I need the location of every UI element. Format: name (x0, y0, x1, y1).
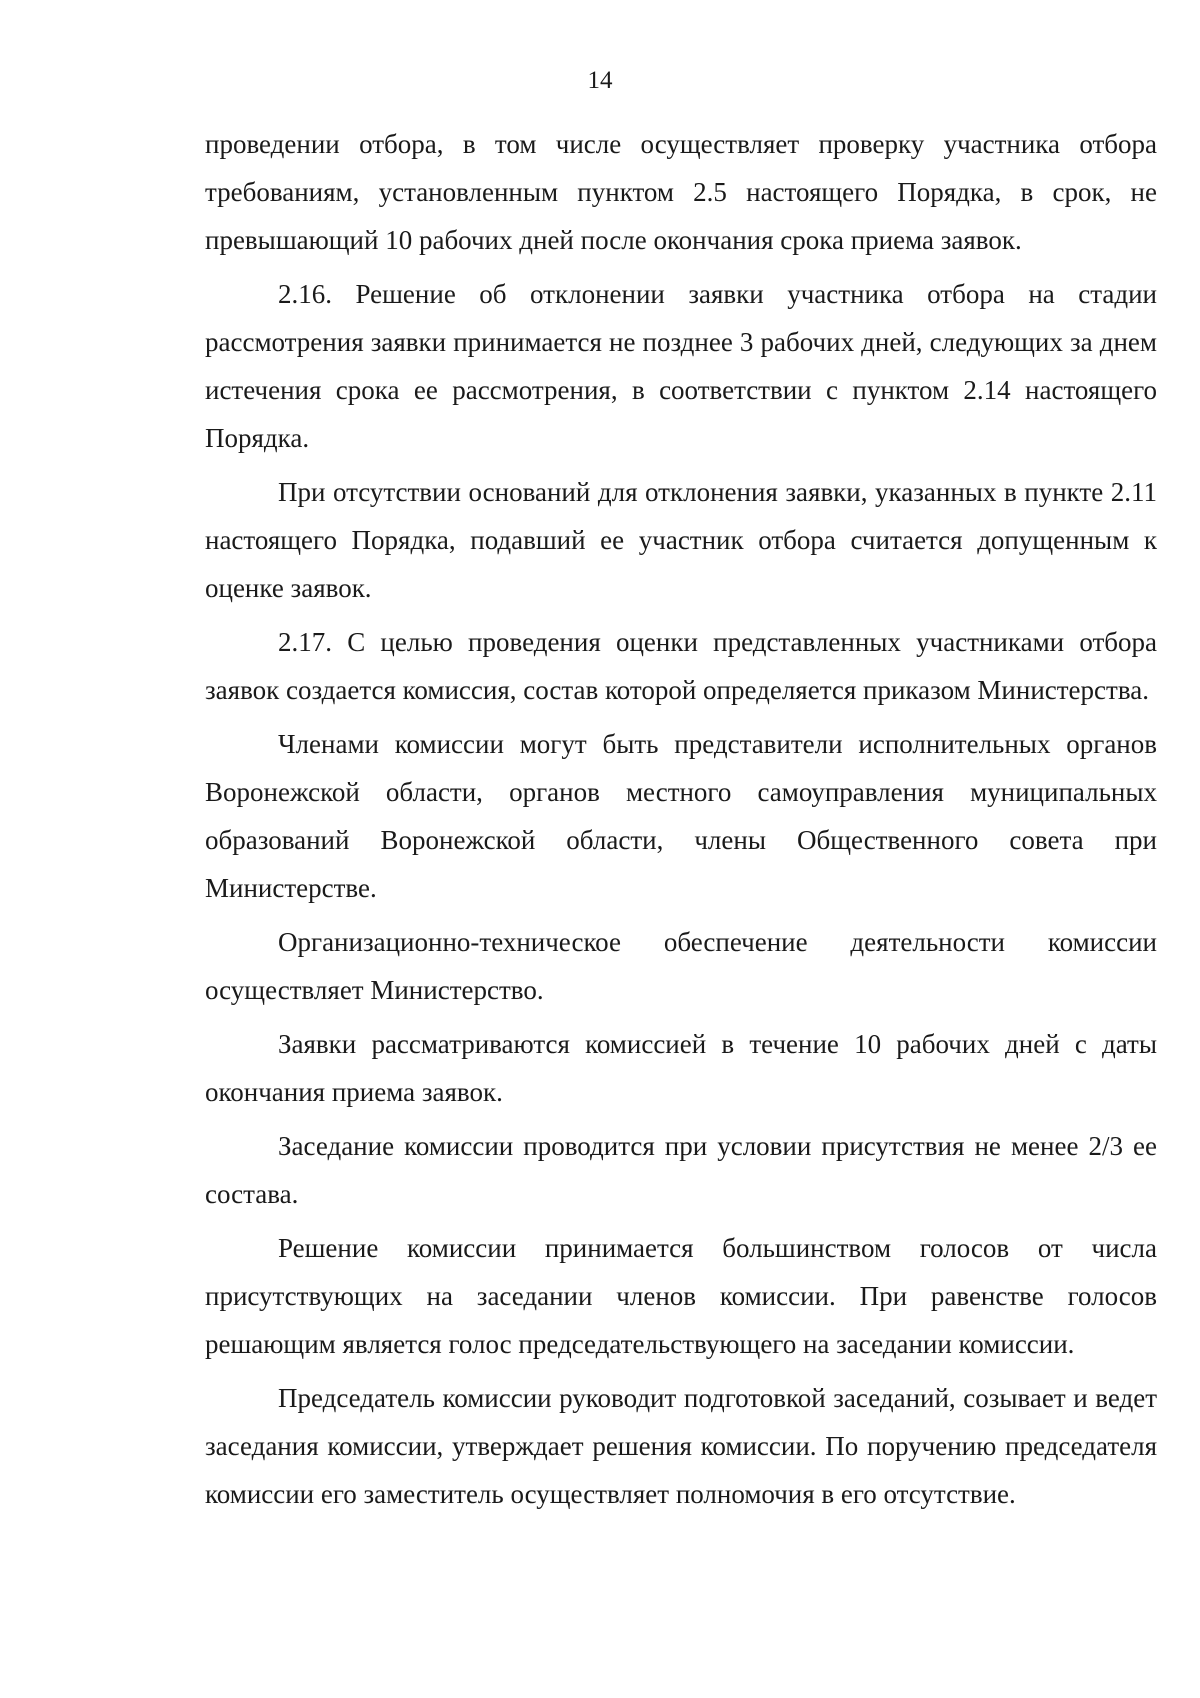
paragraph-commission-members: Членами комиссии могут быть представители исполнительных органов Воронежской области, органов местного самоуправления муниципальных образований Воронежской области, члены Общественного совета при Министерстве. (205, 729, 1157, 903)
paragraph-2-17: 2.17. С целью проведения оценки представленных участниками отбора заявок создается комиссия, состав которой определяется приказом Министерства. (205, 627, 1157, 705)
document-body (205, 120, 1157, 1524)
page-number: 14 (587, 67, 613, 94)
paragraph-organizational-support: Организационно-техническое обеспечение деятельности комиссии осуществляет Министерство. (205, 927, 1157, 1005)
paragraph-review-period: Заявки рассматриваются комиссией в течение 10 рабочих дней с даты окончания приема заявок. (205, 1029, 1157, 1107)
paragraph-no-grounds-for-rejection: При отсутствии оснований для отклонения заявки, указанных в пункте 2.11 настоящего Порядка, подавший ее участник отбора считается допущенным к оценке заявок. (205, 477, 1157, 603)
paragraph-quorum: Заседание комиссии проводится при условии присутствия не менее 2/3 ее состава. (205, 1131, 1157, 1209)
paragraph-2-16: 2.16. Решение об отклонении заявки участника отбора на стадии рассмотрения заявки принимается не позднее 3 рабочих дней, следующих за днем истечения срока ее рассмотрения, в соответствии с пунктом 2.14 настоящего Порядка. (205, 279, 1157, 453)
paragraph-continuation: проведении отбора, в том числе осуществляет проверку участника отбора требованиям, установленным пунктом 2.5 настоящего Порядка, в срок, не превышающий 10 рабочих дней после окончания срока приема заявок. (205, 129, 1157, 255)
paragraph-voting: Решение комиссии принимается большинством голосов от числа присутствующих на заседании членов комиссии. При равенстве голосов решающим является голос председательствующего на заседании комиссии. (205, 1233, 1157, 1359)
paragraph-chairman: Председатель комиссии руководит подготовкой заседаний, созывает и ведет заседания комиссии, утверждает решения комиссии. По поручению председателя комиссии его заместитель осуществляет полномочия в его отсутствие. (205, 1383, 1157, 1509)
